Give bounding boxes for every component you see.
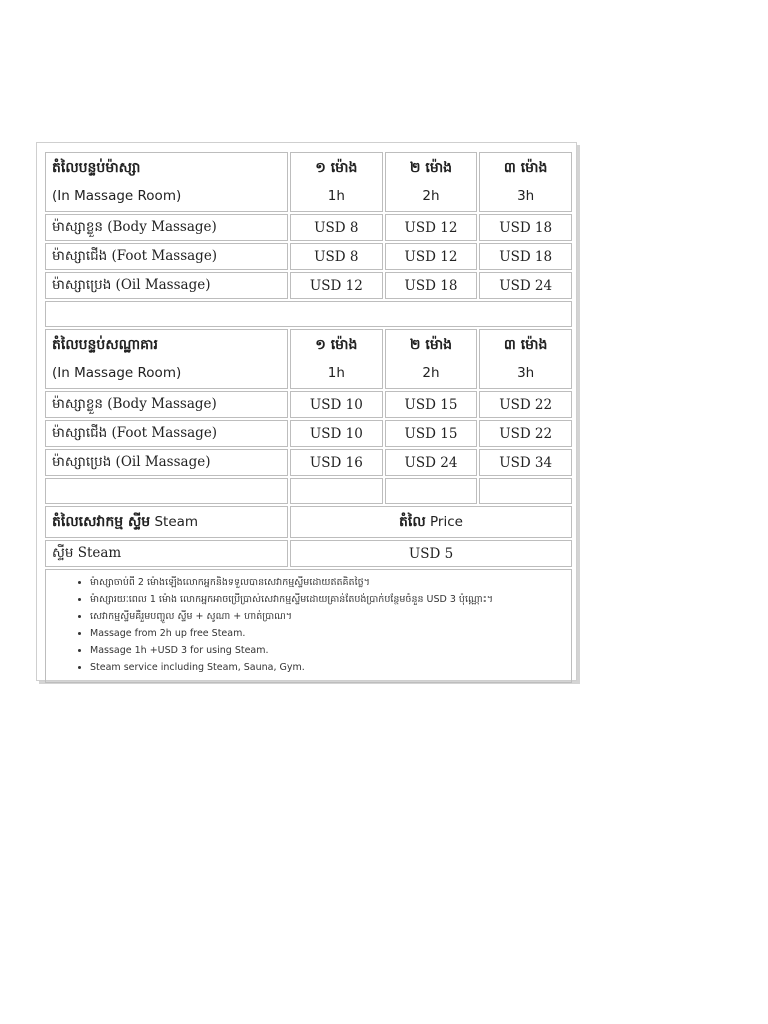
row-label: ម៉ាស្សាប្រេង (Oil Massage) [45, 449, 288, 476]
row-label: ម៉ាស្សាខ្លួន (Body Massage) [45, 391, 288, 418]
price-cell: USD 24 [385, 449, 478, 476]
price-cell: USD 12 [385, 243, 478, 270]
col-2h-en: 2h [422, 188, 440, 204]
spacer-row [45, 301, 572, 327]
col-2h-en: 2h [422, 365, 440, 381]
spacer-row [45, 478, 572, 504]
table-row [45, 214, 572, 241]
table1-col-3h [479, 152, 572, 212]
spacer-cell [385, 478, 478, 504]
spacer-cell [479, 478, 572, 504]
table2-title-cell [45, 329, 288, 389]
col-1h-en: 1h [327, 365, 345, 381]
price-cell: USD 22 [479, 391, 572, 418]
list-item: • ម៉ាស្សារយៈពេល 1 ម៉ោង លោកអ្នកអាចប្រើប្រាស់សេវាកម្មស្ទីមដោយគ្រាន់តែបង់ប្រាក់បន្ថែមចំនួន USD 3 ប៉ុណ្ណោះ។ [90, 591, 571, 608]
price-cell: USD 18 [385, 272, 478, 299]
table-row [45, 243, 572, 270]
list-item: • សេវាកម្មស្ទីមគឺរួមបញ្ចូល ស្ទីម + សូណា + ហាត់ប្រាណ។ [90, 608, 571, 625]
col-2h-km: ២ ម៉ោង [409, 160, 453, 176]
steam-header-price [290, 506, 572, 538]
steam-header-row [45, 506, 572, 538]
price-cell: USD 34 [479, 449, 572, 476]
row-label: ម៉ាស្សាប្រេង (Oil Massage) [45, 272, 288, 299]
price-list-panel [36, 142, 577, 681]
table2-col-2h [385, 329, 478, 389]
price-cell: USD 18 [479, 214, 572, 241]
price-cell: USD 22 [479, 420, 572, 447]
table-row [45, 449, 572, 476]
table1-title-cell [45, 152, 288, 212]
col-1h-km: ១ ម៉ោង [315, 337, 358, 353]
steam-header-label-km: តំលៃសេវាកម្ម ស្ទីម [52, 513, 151, 530]
table2-col-1h [290, 329, 383, 389]
col-3h-en: 3h [517, 188, 535, 204]
price-cell: USD 10 [290, 420, 383, 447]
steam-price: USD 5 [290, 540, 572, 567]
spacer-cell [290, 478, 383, 504]
steam-header-label-en: Steam [154, 513, 199, 530]
steam-header-price-en: Price [430, 513, 463, 530]
row-label: ម៉ាស្សាជើង (Foot Massage) [45, 420, 288, 447]
list-item: • Massage from 2h up free Steam. [90, 625, 571, 642]
table-row [45, 391, 572, 418]
price-list-content [45, 150, 572, 683]
table2-title-en: (In Massage Room) [52, 365, 182, 381]
table-row [45, 272, 572, 299]
table1-title-km: តំលៃបន្ទប់ម៉ាស្សា [52, 160, 141, 176]
table2-col-3h [479, 329, 572, 389]
price-cell: USD 15 [385, 391, 478, 418]
spacer-cell [45, 301, 572, 327]
steam-row [45, 540, 572, 567]
list-item: • ម៉ាស្សាចាប់ពី 2 ម៉ោងឡើងលោកអ្នកនិងទទួលបានសេវាកម្មស្ទីមដោយឥតគិតថ្លៃ។ [90, 574, 571, 591]
spacer-cell [45, 478, 288, 504]
price-cell: USD 8 [290, 243, 383, 270]
price-cell: USD 16 [290, 449, 383, 476]
table1-header-row [45, 152, 572, 212]
col-1h-en: 1h [327, 188, 345, 204]
table2-title-km: តំលៃបន្ទប់សណ្ឋាគារ [52, 337, 158, 353]
list-item: • Massage 1h +USD 3 for using Steam. [90, 642, 571, 659]
table1-col-1h [290, 152, 383, 212]
col-3h-km: ៣ ម៉ោង [503, 337, 548, 353]
steam-header-label [45, 506, 288, 538]
price-cell: USD 12 [385, 214, 478, 241]
price-cell: USD 18 [479, 243, 572, 270]
price-cell: USD 8 [290, 214, 383, 241]
table1-title-en: (In Massage Room) [52, 188, 182, 204]
table2-header-row [45, 329, 572, 389]
col-2h-km: ២ ម៉ោង [409, 337, 453, 353]
list-item: • Steam service including Steam, Sauna, Gym. [90, 659, 571, 676]
price-cell: USD 12 [290, 272, 383, 299]
row-label: ម៉ាស្សាជើង (Foot Massage) [45, 243, 288, 270]
col-3h-en: 3h [517, 365, 535, 381]
steam-header-price-km: តំលៃ [399, 513, 426, 530]
table-row [45, 420, 572, 447]
table1-col-2h [385, 152, 478, 212]
row-label: ម៉ាស្សាខ្លួន (Body Massage) [45, 214, 288, 241]
price-table [43, 150, 574, 569]
notes-box [45, 569, 572, 683]
price-cell: USD 10 [290, 391, 383, 418]
price-cell: USD 15 [385, 420, 478, 447]
notes-list [46, 574, 571, 676]
price-cell: USD 24 [479, 272, 572, 299]
col-3h-km: ៣ ម៉ោង [503, 160, 548, 176]
col-1h-km: ១ ម៉ោង [315, 160, 358, 176]
steam-label: ស្ទីម Steam [45, 540, 288, 567]
